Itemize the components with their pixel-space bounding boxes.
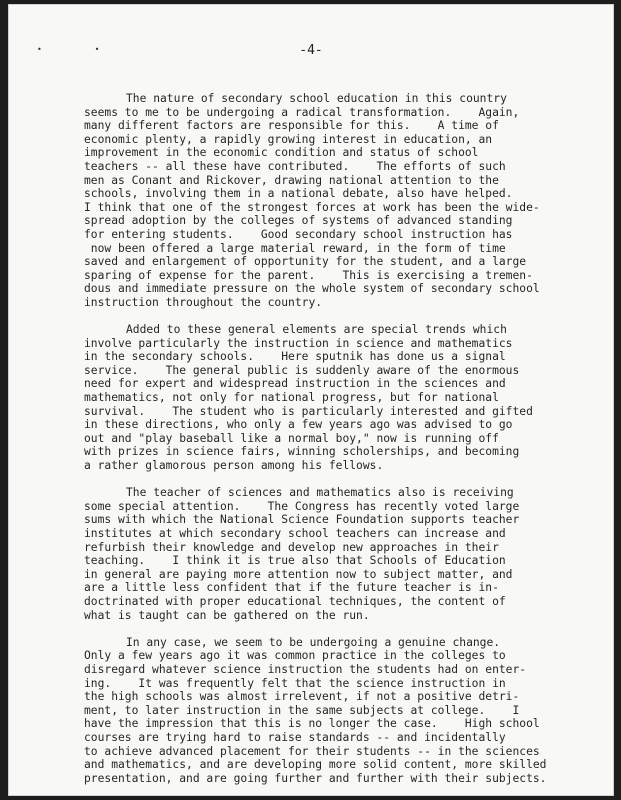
text-line: dous and immediate pressure on the whole system of secondary school <box>84 282 540 296</box>
text-line: The nature of secondary school education in this country <box>126 92 507 105</box>
text-line: sparing of expense for the parent. This is exercising a tremen- <box>84 268 533 282</box>
text-line: survival. The student who is particularly interested and gifted <box>84 404 533 418</box>
text-line: presentation, and are going further and further with their subjects. <box>84 771 547 785</box>
text-line: I think that one of the strongest forces at work has been the wide- <box>84 200 540 214</box>
text-line: need for expert and widespread instruction in the sciences and <box>84 377 506 391</box>
text-line: refurbish their knowledge and develop new approaches in their <box>84 540 499 554</box>
text-line: doctrinated with proper educational techniques, the content of <box>84 594 506 608</box>
text-line: men as Conant and Rickover, drawing national attention to the <box>84 173 499 187</box>
text-line: schools, involving them in a national debate, also have helped. <box>84 187 513 201</box>
text-line: a rather glamorous person among his fellows. <box>84 459 384 473</box>
text-line: now been offered a large material reward, in the form of time <box>84 241 506 255</box>
text-line: teachers -- all these have contributed. The efforts of such <box>84 159 506 173</box>
text-line: spread adoption by the colleges of systems of advanced standing <box>84 214 513 228</box>
text-line: mathematics, not only for national progress, but for national <box>84 391 499 405</box>
text-line: many different factors are responsible for this. A time of <box>84 119 499 133</box>
text-line: institutes at which secondary school teachers can increase and <box>84 527 506 540</box>
text-line: sums with which the National Science Foundation supports teacher <box>84 513 520 527</box>
text-line: have the impression that this is no longer the case. High school <box>84 717 540 731</box>
text-line: teaching. I think it is true also that Schools of Education <box>84 554 506 568</box>
text-line: in general are paying more attention now to subject matter, and <box>84 567 513 581</box>
text-line: courses are trying hard to raise standards -- and incidentally <box>84 730 506 744</box>
text-line: economic plenty, a rapidly growing interest in education, an <box>84 132 493 146</box>
paragraph <box>84 323 592 473</box>
text-line: ing. It was frequently felt that the science instruction in <box>84 676 506 690</box>
text-line: Added to these general elements are special trends which <box>126 323 507 337</box>
text-line: in these directions, who only a few years ago was advised to go <box>84 418 513 432</box>
text-line: improvement in the economic condition and status of school <box>84 146 479 160</box>
text-line: Only a few years ago it was common practice in the colleges to <box>84 649 506 663</box>
text-line: seems to me to be undergoing a radical transformation. Again, <box>84 105 520 119</box>
text-line: and mathematics, and are developing more solid content, more skilled <box>84 758 547 772</box>
text-line: the high schools was almost irrelevent, if not a positive detri- <box>84 690 520 704</box>
text-line: some special attention. The Congress has recently voted large <box>84 499 520 513</box>
text-line: ment, to later instruction in the same subjects at college. I <box>84 703 520 717</box>
text-line: instruction throughout the country. <box>84 295 323 309</box>
text-line: disregard whatever science instruction the students had on enter- <box>84 662 527 676</box>
text-line: service. The general public is suddenly aware of the enormous <box>84 363 520 377</box>
text-line: In any case, we seem to be undergoing a genuine change. <box>126 635 501 649</box>
page-number: -4- <box>299 43 323 58</box>
document-page <box>8 4 614 796</box>
text-line: out and "play baseball like a normal boy," now is running off <box>84 431 499 445</box>
text-line: are a little less confident that if the future teacher is in- <box>84 581 499 595</box>
text-line: saved and enlargement of opportunity for the student, and a large <box>84 255 527 269</box>
text-line: what is taught can be gathered on the run. <box>84 608 370 622</box>
text-line: involve particularly the instruction in science and mathematics <box>84 336 513 350</box>
text-line: The teacher of sciences and mathematics also is receiving <box>126 486 514 500</box>
text-line: with prizes in science fairs, winning scholerships, and becoming <box>84 445 520 459</box>
paragraph <box>84 636 592 786</box>
text-line: for entering students. Good secondary school instruction has <box>84 227 513 241</box>
body-text <box>84 92 592 796</box>
text-line: in the secondary schools. Here sputnik has done us a signal <box>84 350 506 364</box>
paragraph <box>84 92 592 310</box>
paragraph <box>84 486 592 622</box>
text-line: to achieve advanced placement for their students -- in the sciences <box>84 744 540 758</box>
margin-marks: • • <box>37 45 124 54</box>
